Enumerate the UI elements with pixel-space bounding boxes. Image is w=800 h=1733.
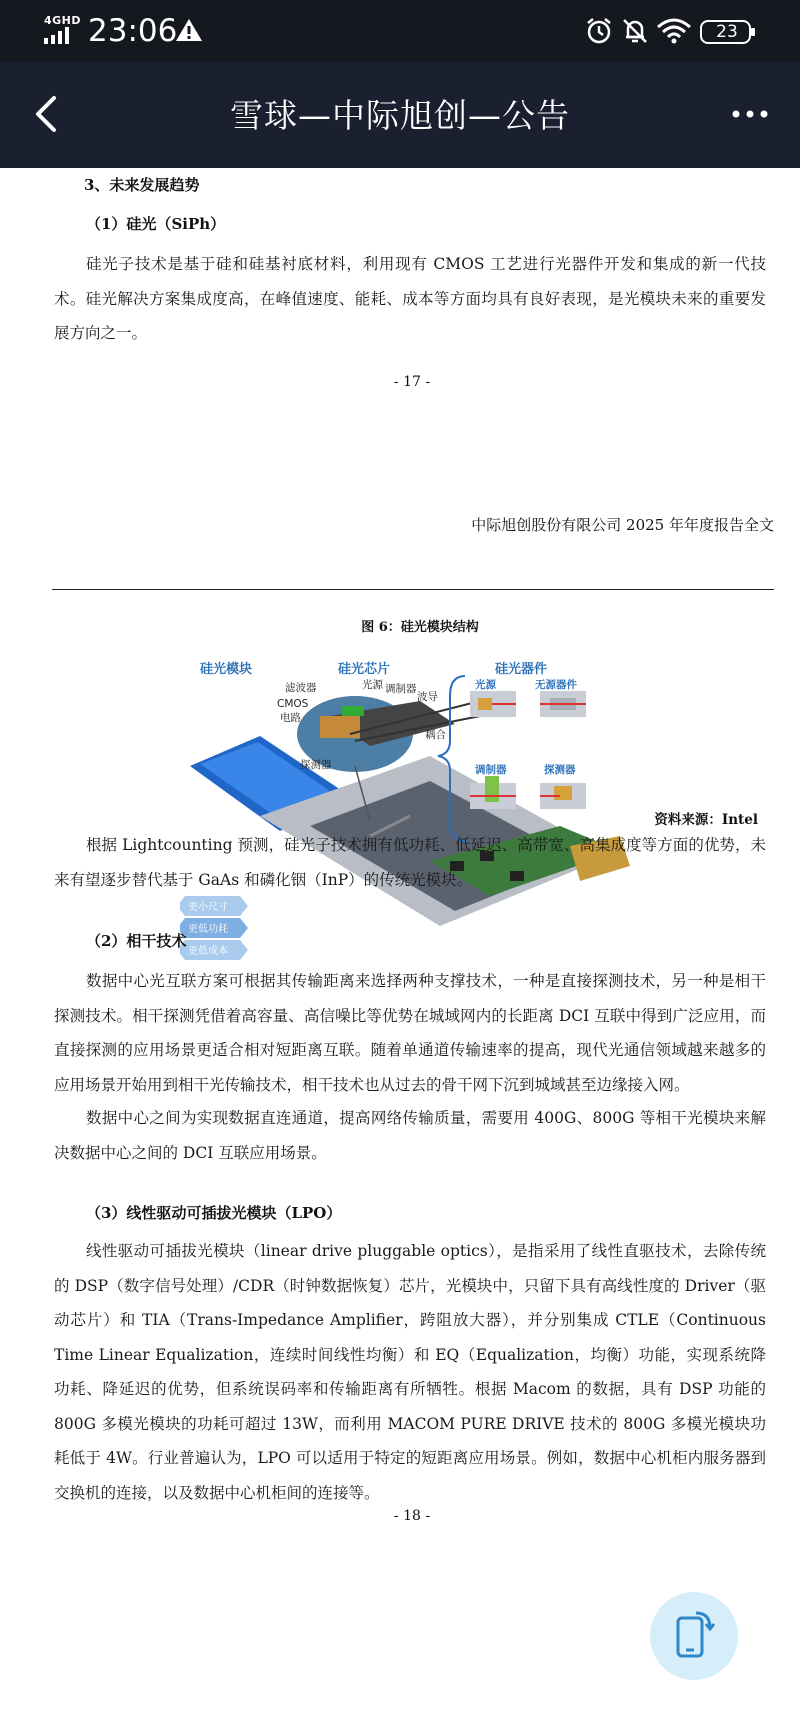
label-coupling: 耦合: [425, 729, 446, 741]
label-detector: 探测器: [300, 759, 332, 771]
label-dev-detector: 探测器: [544, 764, 576, 776]
label-circuit: 电路: [280, 712, 301, 724]
phone-rotate-icon: [672, 1610, 716, 1662]
label-cmos: CMOS: [277, 698, 309, 710]
label-light-source: 光源: [362, 679, 383, 691]
badge-lower-cost: 更低成本: [188, 946, 228, 957]
badge-smaller: 更小尺寸: [188, 902, 228, 913]
figure-caption: 图 6：硅光模块结构: [361, 620, 479, 635]
label-modulator: 调制器: [385, 683, 417, 695]
badge-lower-power: 更低功耗: [188, 924, 228, 935]
subsection-heading-coherent: （2）相干技术: [86, 932, 187, 950]
label-waveguide: 波导: [417, 691, 438, 703]
more-icon[interactable]: [730, 107, 770, 121]
page-number-18: - 18 -: [393, 1508, 431, 1524]
label-module: 硅光模块: [200, 662, 253, 677]
clock-time: 23:06: [88, 13, 178, 49]
wifi-icon: [656, 18, 692, 44]
rotate-screen-button[interactable]: [650, 1592, 738, 1680]
label-filter: 滤波器: [285, 682, 317, 694]
signal-icon: [44, 26, 78, 44]
battery-level: 23: [716, 22, 738, 42]
warning-icon: [175, 17, 203, 43]
back-arrow-icon[interactable]: [30, 92, 64, 136]
mute-icon: [620, 16, 650, 46]
header-rule: [52, 589, 774, 590]
paragraph-lightcounting: 根据 Lightcounting 预测，硅光子技术拥有低功耗、低延迟、高带宽、高集成度等方面的优势，未来有望逐步替代基于 GaAs 和磷化铟（InP）的传统光模块。: [54, 836, 766, 889]
alarm-icon: [584, 16, 614, 46]
label-dev-light-source: 光源: [475, 679, 496, 691]
nav-bar: [0, 62, 800, 168]
document-viewer[interactable]: [0, 168, 800, 1733]
label-dev-modulator: 调制器: [475, 764, 507, 776]
label-dev-passive: 无源器件: [535, 679, 577, 691]
section-heading: 3、未来发展趋势: [84, 176, 200, 194]
paragraph-lpo: 线性驱动可插拔光模块（linear drive pluggable optics），是指采用了线性直驱技术，去除传统的 DSP（数字信号处理）/CDR（时钟数据恢复）芯片，光模块中，只留下具有高线性度的 Driver（驱动芯片）和 TIA（Trans-Impedance Amplifier，跨阻放大器），并分别集成 CTLE（Continuous Time Linear Equalization，连续时间线性均衡）和 EQ（Equalization，均衡）功能，实现系统降功耗、降延迟的优势，但系统误码率和传输距离有所牺牲。根据 Macom 的数据，具有 DSP 功能的 800G 多模光模块的功耗可超过 13W，而利用 MACOM PURE DRIVE 技术的 800G 多模光模块功耗低于 4W。行业普遍认为，LPO 可以适用于特定的短距离应用场景。例如，数据中心机柜内服务器到交换机的连接，以及数据中心机柜间的连接等。: [54, 1242, 766, 1502]
paragraph-siph: 硅光子技术是基于硅和硅基衬底材料，利用现有 CMOS 工艺进行光器件开发和集成的新一代技术。硅光解决方案集成度高，在峰值速度、能耗、成本等方面均具有良好表现，是光模块未来的重要发展方向之一。: [54, 255, 766, 342]
network-type: 4GHD: [44, 14, 82, 27]
label-device: 硅光器件: [495, 662, 548, 677]
subsection-heading-siph: （1）硅光（SiPh）: [86, 215, 226, 233]
device-modulator-img: [470, 776, 516, 809]
figure-source: 资料来源：Intel: [654, 812, 758, 828]
paragraph-coherent-1: 数据中心光互联方案可根据其传输距离来选择两种支撑技术，一种是直接探测技术，另一种是相干探测技术。相干探测凭借着高容量、高信噪比等优势在城域网内的长距离 DCI 互联中得到广泛应用，而直接探测的应用场景更适合相对短距离互联。随着单通道传输速率的提高，现代光通信领域越来越多的应用场景开始用到相干光传输技术，相干技术也从过去的骨干网下沉到城域甚至边缘接入网。: [54, 972, 766, 1094]
subsection-heading-lpo: （3）线性驱动可插拔光模块（LPO）: [86, 1204, 342, 1222]
page-header: 中际旭创股份有限公司 2025 年年度报告全文: [471, 516, 774, 534]
device-passive-img: [540, 691, 586, 717]
paragraph-coherent-2: 数据中心之间为实现数据直连通道，提高网络传输质量，需要用 400G、800G 等相干光模块来解决数据中心之间的 DCI 互联应用场景。: [54, 1109, 766, 1162]
device-light-source-img: [470, 691, 516, 717]
page-number-17: - 17 -: [393, 374, 431, 390]
label-chip: 硅光芯片: [338, 662, 391, 677]
device-detector-img: [540, 783, 586, 809]
page-title: 雪球—中际旭创—公告: [230, 96, 570, 135]
status-bar: [0, 0, 800, 62]
